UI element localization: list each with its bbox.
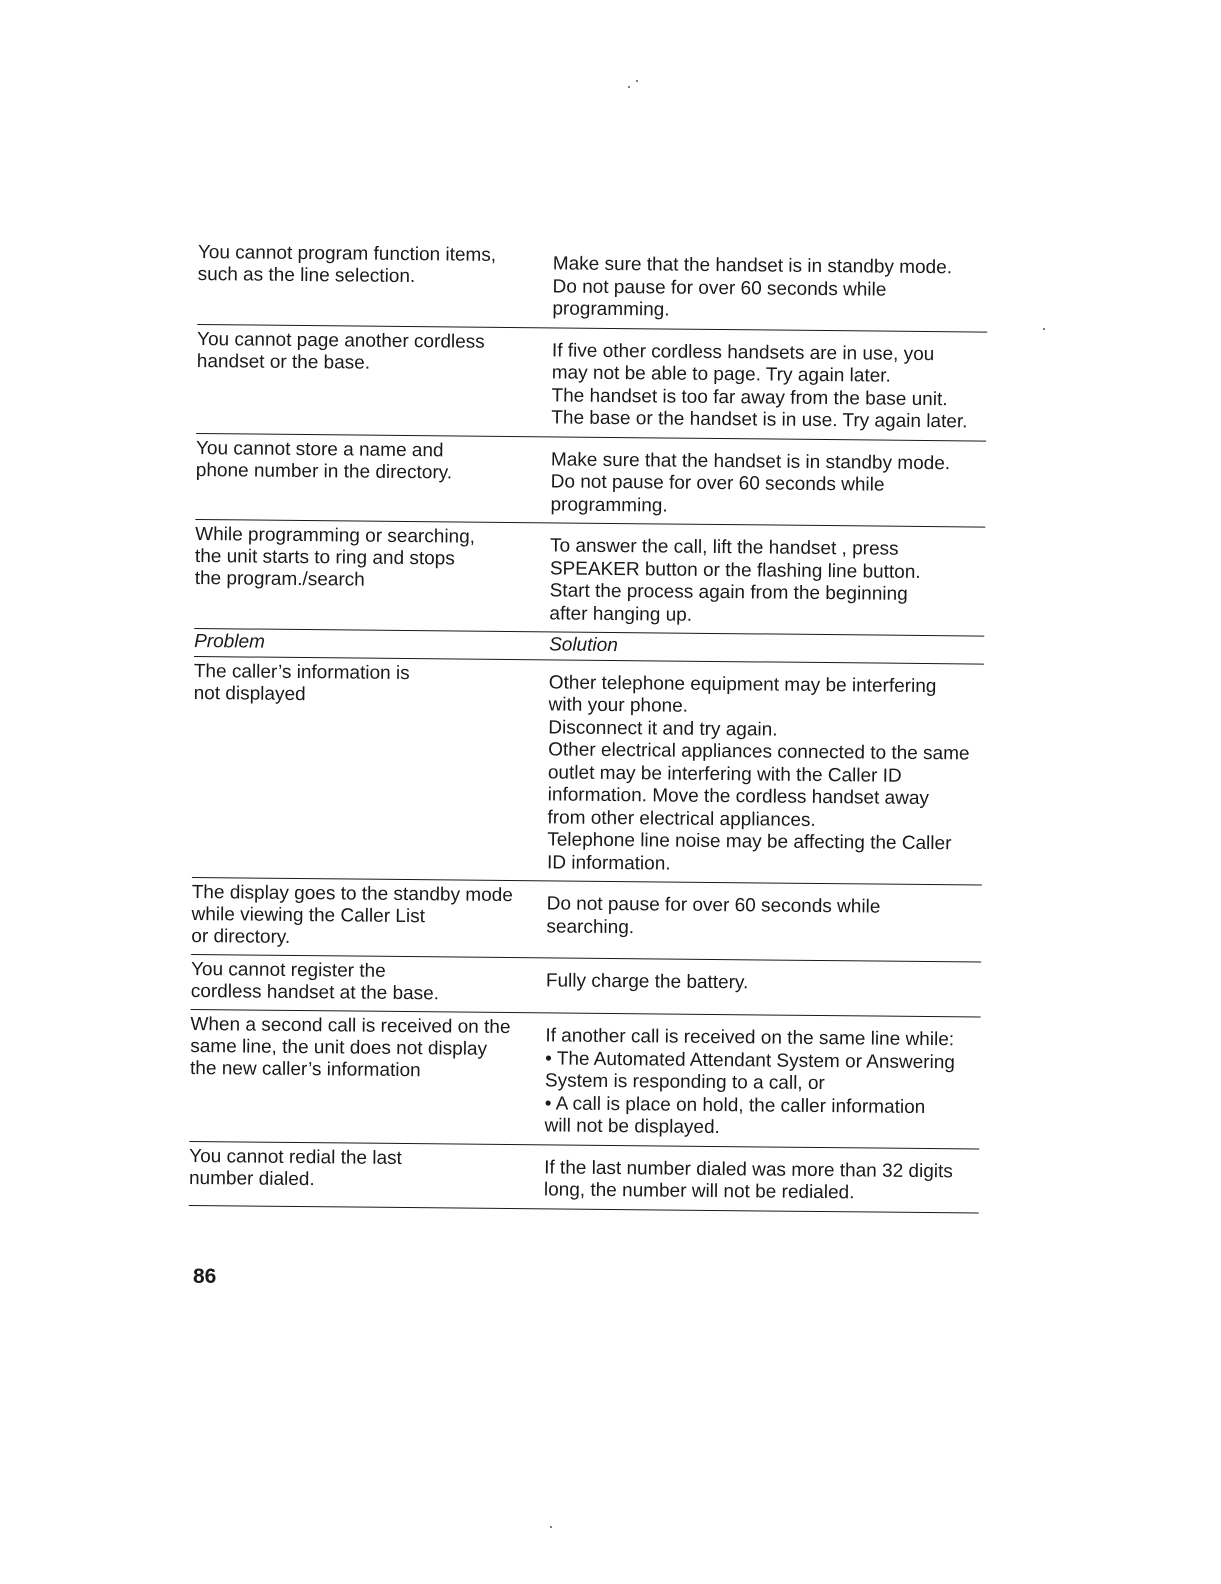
problem-cell: The caller’s information is not displayed — [193, 660, 410, 705]
solution-cell: If another call is received on the same line while: • The Automated Attendant System or Answering System is responding to a call, or • A call is place on hold, the caller information will not be displayed. — [544, 1025, 956, 1139]
solution-cell: Make sure that the handset is in standby mode. Do not pause for over 60 seconds while programming. — [550, 448, 951, 517]
page-number: 86 — [193, 1265, 217, 1288]
solution-cell: If five other cordless handsets are in use, you may not be able to page. Try again later. The handset is too far away from the base unit. The base or the handset is in use. Try again later. — [551, 339, 968, 433]
solution-cell: Fully charge the battery. — [545, 970, 749, 994]
problem-cell: You cannot program function items, such as the line selection. — [197, 242, 497, 288]
table-row — [196, 324, 987, 441]
table-row — [197, 242, 988, 332]
solution-cell: Make sure that the handset is in standby mode. Do not pause for over 60 seconds while programming. — [552, 253, 953, 321]
table-row — [189, 1010, 980, 1149]
problem-cell: When a second call is received on the same line, the unit does not display the new caller’s information — [189, 1013, 511, 1082]
problem-cell: The display goes to the standby mode while viewing the Caller List or directory. — [191, 881, 513, 948]
problem-cell: While programming or searching, the unit starts to ring and stops the program./search — [194, 523, 476, 591]
table-row — [189, 1141, 980, 1213]
problem-cell: You cannot register the cordless handset at the base. — [190, 958, 440, 1005]
solution-cell: Do not pause for over 60 seconds while searching. — [546, 893, 881, 938]
solution-cell: To answer the call, lift the handset , press SPEAKER button or the flashing line button. Start the process again from the beginning after hanging up. — [549, 535, 921, 626]
table-row — [191, 878, 982, 963]
table-row — [192, 656, 984, 885]
problem-cell: You cannot redial the last number dialed. — [188, 1145, 403, 1190]
table-row — [191, 955, 981, 1018]
problem-cell: You cannot store a name and phone number in the directory. — [195, 437, 453, 483]
scan-speck — [1043, 328, 1045, 330]
scan-speck — [550, 1526, 552, 1528]
troubleshooting-table — [189, 242, 988, 1213]
solution-column-header: Solution — [549, 634, 618, 657]
problem-column-header: Problem — [194, 630, 266, 653]
problem-cell: You cannot page another cordless handset or the base. — [196, 328, 485, 374]
solution-cell: If the last number dialed was more than 32 digits long, the number will not be redialed. — [543, 1156, 953, 1204]
scan-speck — [636, 80, 638, 82]
table-row — [195, 433, 986, 527]
table-row — [194, 520, 985, 637]
solution-cell: Other telephone equipment may be interfering with your phone. Disconnect it and try again. Other electrical appliances connected to the same outlet may be interfering with the Caller ID information. Move the cordless handset away from other electrical appliances. Telephone line noise may be affecting the Caller ID information. — [546, 671, 970, 875]
scan-speck — [628, 86, 630, 88]
